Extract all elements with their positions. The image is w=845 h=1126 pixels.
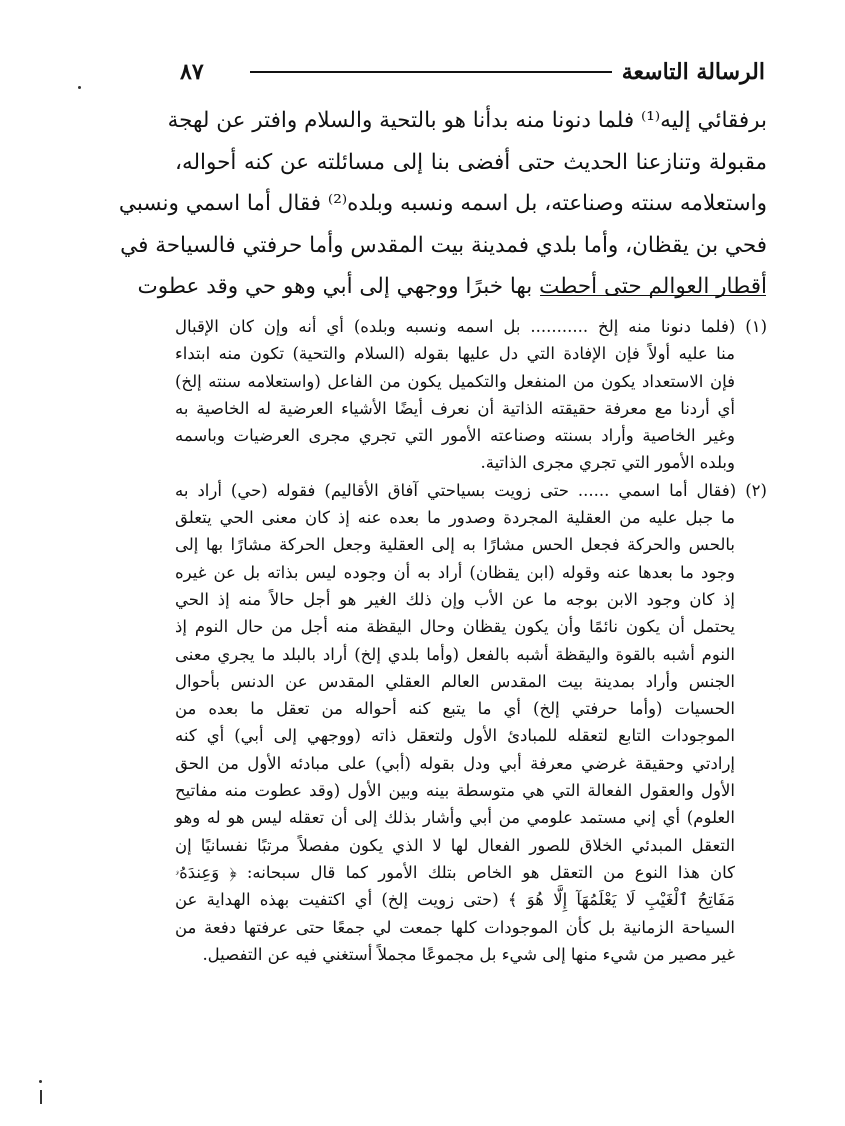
footnotes bbox=[175, 313, 767, 968]
footnote-line: السياحة الزمانية بل كأن الموجودات كلها جمعت لي جمعًا حتى عرفتها دفعة من bbox=[175, 917, 735, 937]
header-rule bbox=[250, 71, 612, 73]
footnote-line: وغير الخاصية وأراد بسنته وصناعته الأمور التي تجري مجرى العرضيات وباسمه bbox=[175, 426, 735, 446]
footnote-line: فإن الاستعداد يكون من المنفعل والتكميل يكون من الفاعل (واستعلامه سنته إلخ) bbox=[175, 371, 735, 391]
footnote-line: (١) (فلما دنونا منه إلخ ........... بل اسمه ونسبه وبلده) أي أنه وإن كان الإقبال bbox=[175, 317, 768, 336]
footnote-line: (٢) (فقال أما اسمي ...... حتى زويت بسياحتي آفاق الأقاليم) فقوله (حي) أراد به bbox=[175, 480, 767, 500]
footnote-separator bbox=[540, 295, 766, 296]
footnote-marker: (٢) bbox=[745, 480, 767, 500]
footnote-line: أي أردنا مع معرفة حقيقته الذاتية أن نعرف أيضًا الأشياء العرضية له الخاصية به bbox=[175, 398, 735, 418]
footnote-marker: (١) bbox=[745, 317, 768, 336]
margin-dot bbox=[78, 86, 81, 89]
footnote-line: وبلده الأمور التي تجري مجرى الذاتية. bbox=[480, 453, 735, 473]
footnote-line: مَفَاتِحُ ٱلْغَيْبِ لَا يَعْلَمُهَآ إِلَّا هُوَ ﴾ (حتى زويت إلخ) أي اكتفيت بهذه الهداية عن bbox=[175, 890, 735, 910]
main-text-line: واستعلامه سنته وصناعته، بل اسمه ونسبه وبلده⁽²⁾ فقال أما اسمي ونسبي bbox=[118, 191, 767, 216]
footnote-line: العلوم) أي إني مستمد علومي من أبي وأشار بذلك إلى أن تعقله ليس هو له وهو bbox=[175, 808, 735, 828]
footnote-line: إذ كان وجود الابن بوجه ما عن الأب وإن ذلك الغير هو أجل حالاً منه إذ الحي bbox=[175, 589, 735, 609]
footnote-line: الجنس وأراد بمدينة بيت المقدس العالم العقلي المقدس عن الدنس بأحوال bbox=[175, 671, 735, 691]
margin-tick bbox=[40, 1090, 42, 1104]
page-number: ٨٧ bbox=[180, 59, 204, 85]
footnote-2 bbox=[175, 477, 767, 968]
footnote-line: الموجودات التابع لتعقله للمبادئ الأول ولتعقل ذاته (ووجهي إلى أبي) أي كنه bbox=[175, 726, 735, 746]
footnote-1 bbox=[175, 313, 767, 477]
footnote-line: يحتمل أن يكون نائمًا وأن يكون يقظان وحال اليقظة منه أجل من حال النوم إذ bbox=[175, 617, 735, 637]
main-text-line: أقطار العوالم حتى أحطت بها خبرًا ووجهي إلى أبي وهو حي وقد عطوت bbox=[137, 274, 767, 299]
margin-dot bbox=[39, 1080, 42, 1083]
footnote-line: منا عليه أولاً فإن الإفادة التي دل عليها بقوله (السلام والتحية) تكون منه ابتداء bbox=[175, 344, 735, 364]
main-text bbox=[118, 100, 767, 308]
footnote-line: الحسيات (وأما حرفتي إلخ) أي ما يتبع كنه أحواله من تعقل ما بعده من bbox=[175, 699, 735, 719]
footnote-line: النوم أشبه بالقوة واليقظة أشبه بالفعل (وأما بلدي إلخ) أراد بالبلد ما يجري معنى bbox=[175, 644, 735, 664]
page-header bbox=[180, 52, 765, 92]
footnote-line: ما جبل عليه من العقلية المجردة وصدور ما بعده عنه إذ كان معنى الحي يتعلق bbox=[175, 508, 735, 528]
footnote-line: الأول والعقول الفعالة التي هي متوسطة بينه وبين الأول (وقد عطوت منه مفاتيح bbox=[175, 781, 735, 801]
footnote-line: غير مصير من شيء منها إلى شيء بل مجموعًا مجملاً أستغني فيه عن التفصيل. bbox=[202, 944, 735, 964]
footnote-line: وجود ما بعدها عنه وقوله (ابن يقظان) أراد به أن وجوده ليس بذاته بل عن غيره bbox=[175, 562, 735, 582]
main-text-line: فحي بن يقظان، وأما بلدي فمدينة بيت المقدس وأما حرفتي فالسياحة في bbox=[120, 232, 767, 258]
footnote-line: إرادتي وحقيقة غرضي معرفة أبي ودل بقوله (أبي) على مبادئه الأول من الحق bbox=[175, 753, 735, 773]
footnote-line: كان هذا النوع من التعقل هو الخاص بتلك الأمور كما قال سبحانه: ﴿ وَعِندَهُۥ bbox=[175, 862, 735, 882]
footnote-line: بالحس والحركة فجعل الحس مشارًا به إلى العقلية وجعل الحركة مشارًا بها إلى bbox=[175, 535, 735, 555]
main-text-line: برفقائي إليه⁽¹⁾ فلما دنونا منه بدأنا هو بالتحية والسلام وافتر عن لهجة bbox=[167, 108, 767, 133]
footnote-line: التعقل المبدئي الخلاق للصور الفعال لها لا الذي يكون مفصلاً مرتبًا نفسانيًا إن bbox=[175, 835, 735, 855]
main-text-line: مقبولة وتنازعنا الحديث حتى أفضى بنا إلى مسائلته عن كنه أحواله، bbox=[175, 149, 767, 175]
running-title: الرسالة التاسعة bbox=[621, 59, 765, 85]
